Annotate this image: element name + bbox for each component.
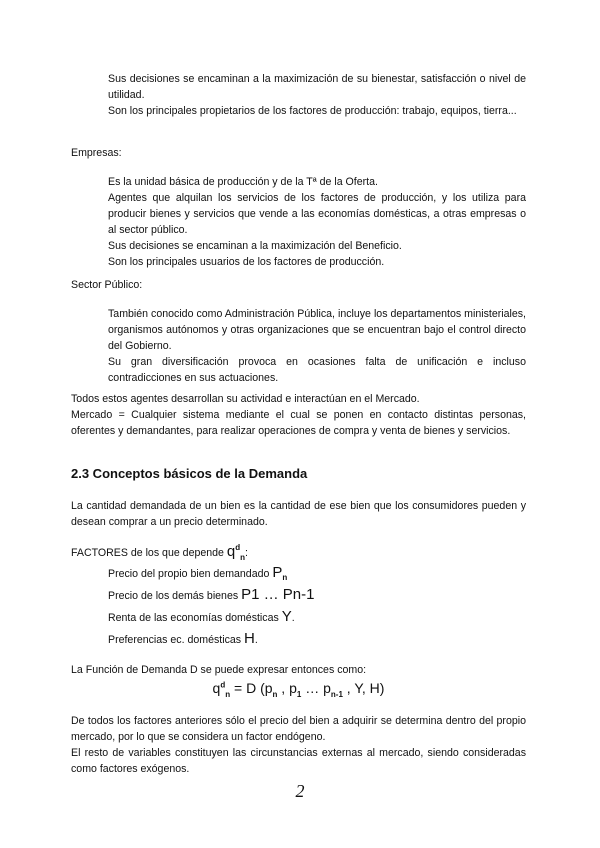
sector-publico-item-2: Su gran diversificación provoca en ocasiones falta de unificación e incluso contradicciones en sus actuaciones. [108, 356, 526, 384]
demand-definition [0, 498, 600, 530]
section-title: 2.3 Conceptos básicos de la Demanda [71, 466, 308, 481]
sector-publico-item-1: También conocido como Administración Pública, incluye los departamentos ministeriales, organismos autónomos y otras organizaciones que se encuentran bajo el control directo del Gobierno. [108, 308, 526, 352]
closing-text-1: De todos los factores anteriores sólo el precio del bien a adquirir se determina dentro del propio mercado, por lo que se considera un factor endógeno. [71, 715, 526, 743]
demand-definition-text: La cantidad demandada de un bien es la cantidad de ese bien que los consumidores pueden y desean comprar a un precio determinado. [71, 500, 526, 528]
factores-label: FACTORES de los que depende [71, 547, 224, 559]
factor-item: Precio del propio bien demandado $P_n$ [108, 564, 288, 583]
empresas-label [0, 145, 600, 161]
mercado-definition: Mercado = Cualquier sistema mediante el cual se ponen en contacto distintas personas, oferentes y demandantes, para realizar operaciones de compra y venta de bienes y servicios. [71, 409, 526, 437]
factor-item: Renta de las economías domésticas Y. [108, 608, 295, 625]
empresas-item-2: Agentes que alquilan los servicios de los factores de producción, y los utiliza para producir bienes y servicios que vende a las economías domésticas, a otras empresas o al sector público. [108, 192, 526, 236]
factor-item: Preferencias ec. domésticas H. [108, 630, 258, 647]
formula-text: $q^d_n = D$ ($p_n$ , $p_1$ … $p_{n-1}$ , Y, H) [212, 680, 385, 699]
hogares-item-2: Son los principales propietarios de los factores de producción: trabajo, equipos, tierra... [108, 105, 517, 117]
section-heading [0, 465, 600, 483]
sector-publico-label [0, 277, 600, 293]
empresas-item-1: Es la unidad básica de producción y de la Tª de la Oferta. [108, 176, 378, 188]
page-number: 2 [295, 781, 305, 801]
empresas-list [0, 174, 600, 270]
empresas-item-3: Sus decisiones se encaminan a la maximización del Beneficio. [108, 240, 402, 252]
function-intro-text: La Función de Demanda D se puede expresar entonces como: [71, 664, 367, 676]
hogares-list [0, 71, 600, 119]
sector-publico-label-text: Sector Público: [71, 279, 143, 291]
factor-item: Precio de los demás bienes P1 … Pn-1 [108, 586, 315, 603]
factores-heading [0, 544, 600, 561]
sector-publico-list [0, 306, 600, 386]
mercado-intro: Todos estos agentes desarrollan su actividad e interactúan en el Mercado. [71, 393, 420, 405]
factores-colon: : [245, 547, 248, 559]
closing-text-2: El resto de variables constituyen las circunstancias externas al mercado, siendo consideradas como factores exógenos. [71, 747, 526, 775]
mercado-paragraph [0, 391, 600, 439]
factors-list [0, 562, 600, 650]
empresas-item-4: Son los principales usuarios de los factores de producción. [108, 256, 385, 268]
factores-symbol: $q^d_n$ [226, 543, 245, 562]
function-intro [0, 662, 600, 678]
hogares-item-1: Sus decisiones se encaminan a la maximización de su bienestar, satisfacción o nivel de utilidad. [108, 73, 526, 101]
demand-formula [0, 678, 600, 698]
closing-paragraph [0, 713, 600, 777]
empresas-label-text: Empresas: [71, 147, 122, 159]
